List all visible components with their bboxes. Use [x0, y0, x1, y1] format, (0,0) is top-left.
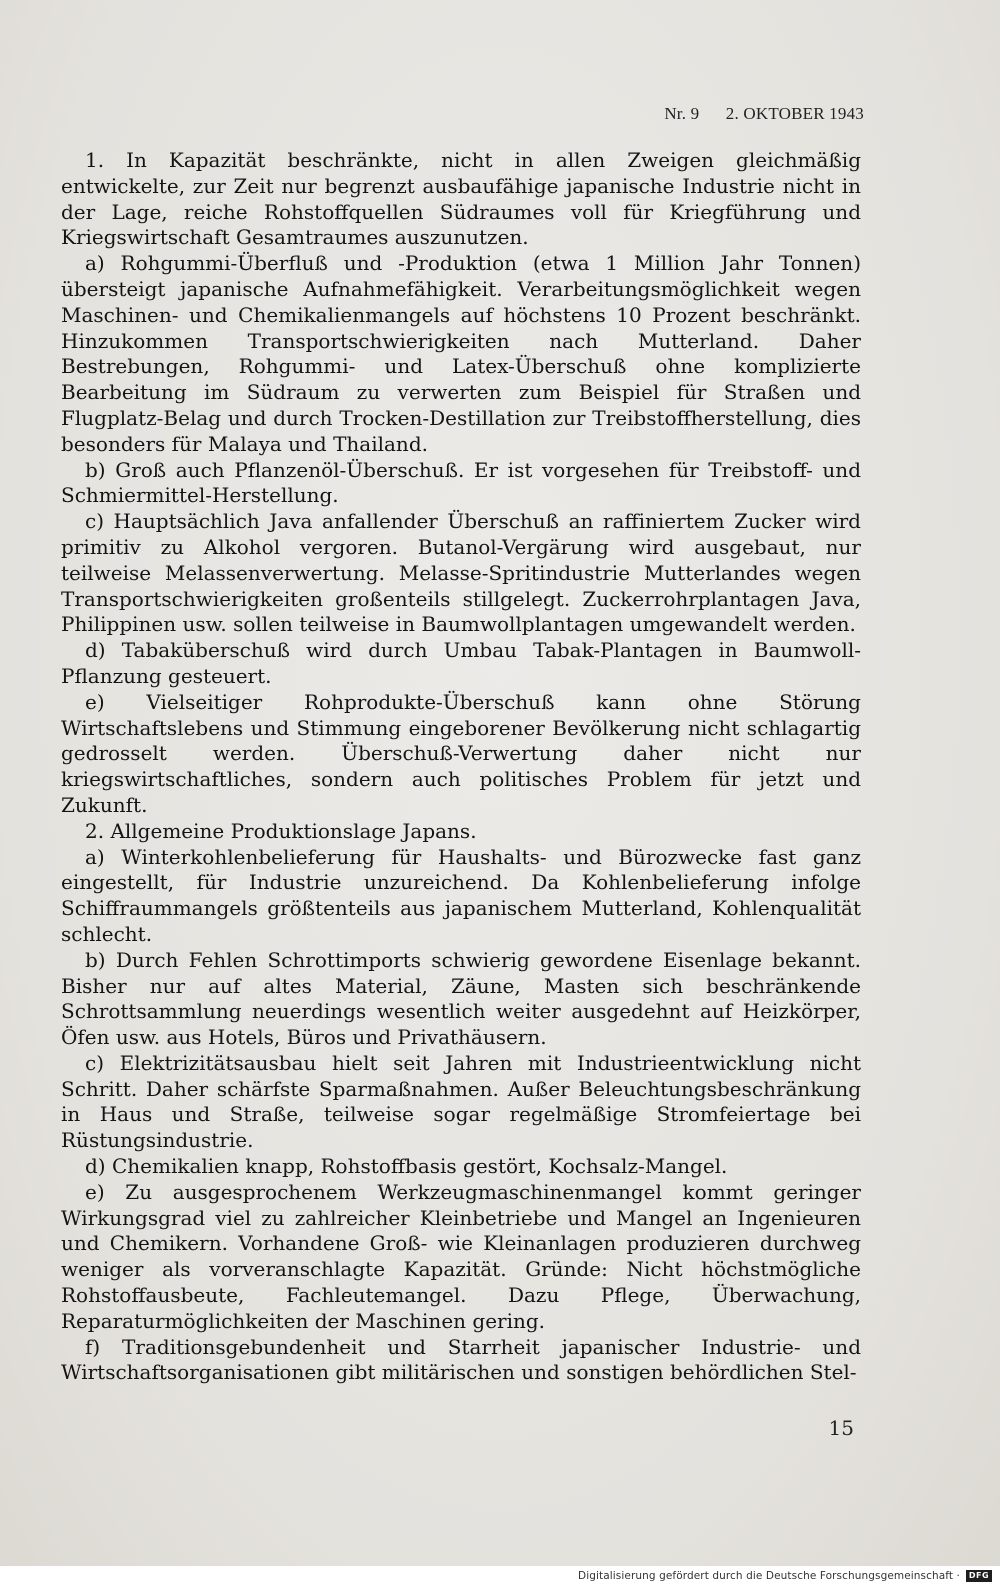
paragraph-1d: d) Tabaküberschuß wird durch Umbau Tabak-Plantagen in Baumwoll-Pflanzung gesteuert.	[61, 638, 861, 688]
paragraph-2: 2. Allgemeine Produktionslage Japans.	[85, 818, 477, 843]
page-header	[664, 104, 864, 124]
issue-date: 2. OKTOBER 1943	[725, 104, 864, 123]
page-number: 15	[828, 1416, 854, 1440]
paragraph-2a: a) Winterkohlenbelieferung für Haushalts- und Bürozwecke fast ganz eingestellt, für Industrie unzureichend. Da Kohlenbelieferung infolge Schiffraummangels größtenteils aus japanischem Mutterland, Kohlenqualität schlecht.	[61, 844, 861, 946]
dfg-logo-icon: DFG	[966, 1570, 992, 1582]
issue-number: Nr. 9	[664, 104, 700, 123]
paragraph-1e: e) Vielseitiger Rohprodukte-Überschuß kann ohne Störung Wirtschaftslebens und Stimmung eingeborener Bevölkerung nicht schlagartig gedrosselt werden. Überschuß-Verwertung daher nicht nur kriegswirtschaftliches, sondern auch politisches Problem für jetzt und Zukunft.	[61, 689, 861, 817]
body-text	[61, 148, 861, 1386]
paragraph-2b: b) Durch Fehlen Schrottimports schwierig gewordene Eisenlage bekannt. Bisher nur auf altes Material, Zäune, Masten sich beschränkende Schrottsammlung neuerdings wesentlich weiter ausgedehnt auf Heizkörper, Öfen usw. aus Hotels, Büros und Privathäusern.	[61, 947, 861, 1050]
paragraph-2c: c) Elektrizitätsausbau hielt seit Jahren mit Industrieentwicklung nicht Schritt. Daher schärfste Sparmaßnahmen. Außer Beleuchtungsbeschränkung in Haus und Straße, teilweise sogar regelmäßige Stromfeiertage bei Rüstungsindustrie.	[61, 1050, 861, 1153]
footer-bar	[0, 1566, 1000, 1586]
paragraph-1a: a) Rohgummi-Überfluß und -Produktion (etwa 1 Million Jahr Tonnen) übersteigt japanische Aufnahmefähigkeit. Verarbeitungsmöglichkeit wegen Maschinen- und Chemikalienmangels auf höchstens 10 Prozent beschränkt. Hinzukommen Transportschwierigkeiten nach Mutterland. Daher Bestrebungen, Rohgummi- und Latex-Überschuß ohne komplizierte Bearbeitung im Südraum zu verwerten zum Beispiel für Straßen und Flugplatz-Belag und durch Trocken-Destillation zur Treibstoffherstellung, dies besonders für Malaya und Thailand.	[61, 251, 861, 456]
paragraph-2f: f) Traditionsgebundenheit und Starrheit japanischer Industrie- und Wirtschaftsorganisationen gibt militärischen und sonstigen behördlichen Stel-	[61, 1334, 861, 1385]
paragraph-2e: e) Zu ausgesprochenem Werkzeugmaschinenmangel kommt geringer Wirkungsgrad viel zu zahlreicher Kleinbetriebe und Mangel an Ingenieuren und Chemikern. Vorhandene Groß- wie Kleinanlagen produzieren durchweg weniger als vorveranschlagte Kapazität. Gründe: Nicht höchstmögliche Rohstoffausbeute, Fachleutemangel. Dazu Pflege, Überwachung, Reparaturmöglichkeiten der Maschinen gering.	[61, 1179, 861, 1333]
footer-credit: Digitalisierung gefördert durch die Deutsche Forschungsgemeinschaft ·	[578, 1570, 960, 1582]
paragraph-1b: b) Groß auch Pflanzenöl-Überschuß. Er ist vorgesehen für Treibstoff- und Schmiermittel-Herstellung.	[61, 457, 861, 508]
paragraph-1c: c) Hauptsächlich Java anfallender Überschuß an raffiniertem Zucker wird primitiv zu Alkohol vergoren. Butanol-Vergärung wird ausgebaut, nur teilweise Melassenverwertung. Melasse-Spritindustrie Mutterlandes wegen Transportschwierigkeiten großenteils stillgelegt. Zuckerrohrplantagen Java, Philippinen usw. sollen teilweise in Baumwollplantagen umgewandelt werden.	[61, 509, 861, 637]
paragraph-1: 1. In Kapazität beschränkte, nicht in allen Zweigen gleichmäßig entwickelte, zur Zeit nur begrenzt ausbaufähige japanische Industrie nicht in der Lage, reiche Rohstoffquellen Südraumes voll für Kriegführung und Kriegswirtschaft Gesamtraumes auszunutzen.	[61, 148, 861, 250]
paragraph-2d: d) Chemikalien knapp, Rohstoffbasis gestört, Kochsalz-Mangel.	[85, 1154, 728, 1179]
